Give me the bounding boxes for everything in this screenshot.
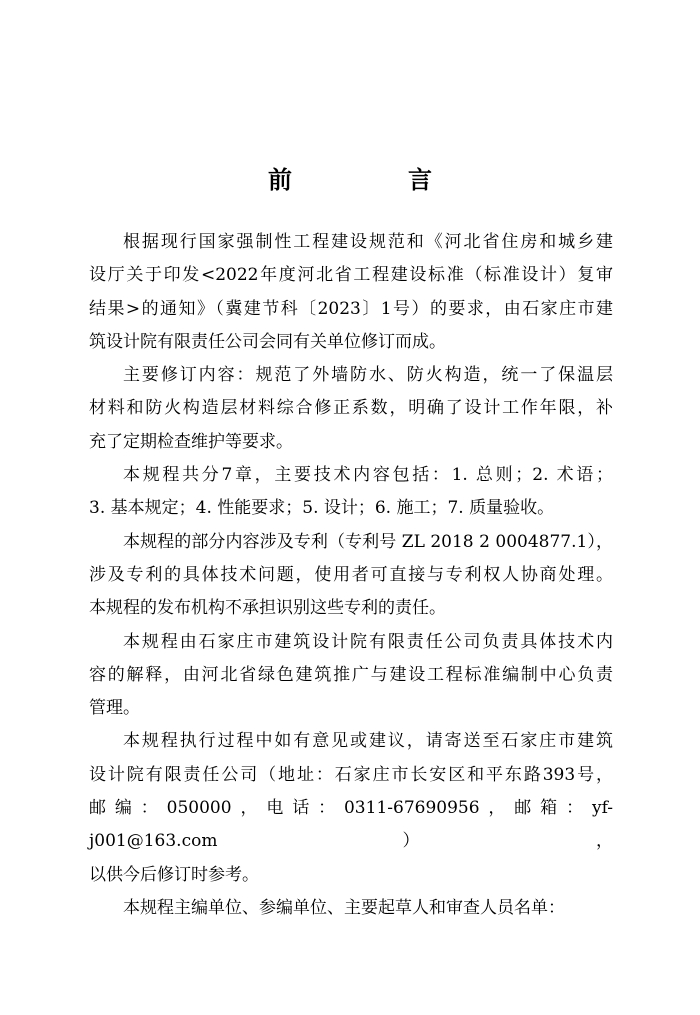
paragraph-1-line-4: 筑设计院有限责任公司会同有关单位修订而成。 bbox=[89, 331, 446, 352]
paragraph-6-line-3: 邮编：050000，电话：0311-67690956，邮箱：yf-j001@163.com）， bbox=[89, 798, 613, 852]
page-title: 前 言 bbox=[268, 165, 478, 194]
paragraph-2-line-2: 材料和防火构造层材料综合修正系数，明确了设计工作年限，补 bbox=[89, 398, 613, 419]
paragraph-2-line-3: 充了定期检查维护等要求。 bbox=[89, 431, 293, 452]
paragraph-7-line-1: 本规程主编单位、参编单位、主要起草人和审查人员名单： bbox=[123, 897, 565, 918]
paragraph-1-line-3: 结果>的通知》（冀建节科〔2023〕1号）的要求，由石家庄市建 bbox=[89, 298, 613, 319]
document-body bbox=[89, 226, 613, 925]
paragraph-4-line-3: 本规程的发布机构不承担识别这些专利的责任。 bbox=[89, 598, 446, 619]
paragraph-6-line-4: 以供今后修订时参考。 bbox=[89, 864, 259, 885]
paragraph-4-line-2: 涉及专利的具体技术问题，使用者可直接与专利权人协商处理。 bbox=[89, 564, 613, 585]
paragraph-5-line-2: 容的解释，由河北省绿色建筑推广与建设工程标准编制中心负责 bbox=[89, 664, 613, 685]
paragraph-3-line-2: 3. 基本规定；4. 性能要求；5. 设计；6. 施工；7. 质量验收。 bbox=[89, 498, 555, 519]
paragraph-5-line-3: 管理。 bbox=[89, 698, 140, 719]
paragraph-4-line-1: 本规程的部分内容涉及专利（专利号 ZL 2018 2 0004877.1）， bbox=[123, 531, 613, 552]
paragraph-1-line-2: 设厅关于印发<2022年度河北省工程建设标准（标准设计）复审 bbox=[89, 265, 613, 286]
paragraph-2-line-1: 主要修订内容：规范了外墙防水、防火构造，统一了保温层 bbox=[123, 365, 613, 386]
paragraph-5-line-1: 本规程由石家庄市建筑设计院有限责任公司负责具体技术内 bbox=[123, 631, 613, 652]
paragraph-6-line-2: 设计院有限责任公司（地址：石家庄市长安区和平东路393号， bbox=[89, 764, 613, 785]
paragraph-1-line-1: 根据现行国家强制性工程建设规范和《河北省住房和城乡建 bbox=[123, 232, 613, 252]
paragraph-3-line-1: 本规程共分7章，主要技术内容包括：1. 总则；2. 术语； bbox=[123, 465, 613, 486]
paragraph-6-line-1: 本规程执行过程中如有意见或建议，请寄送至石家庄市建筑 bbox=[123, 731, 613, 752]
